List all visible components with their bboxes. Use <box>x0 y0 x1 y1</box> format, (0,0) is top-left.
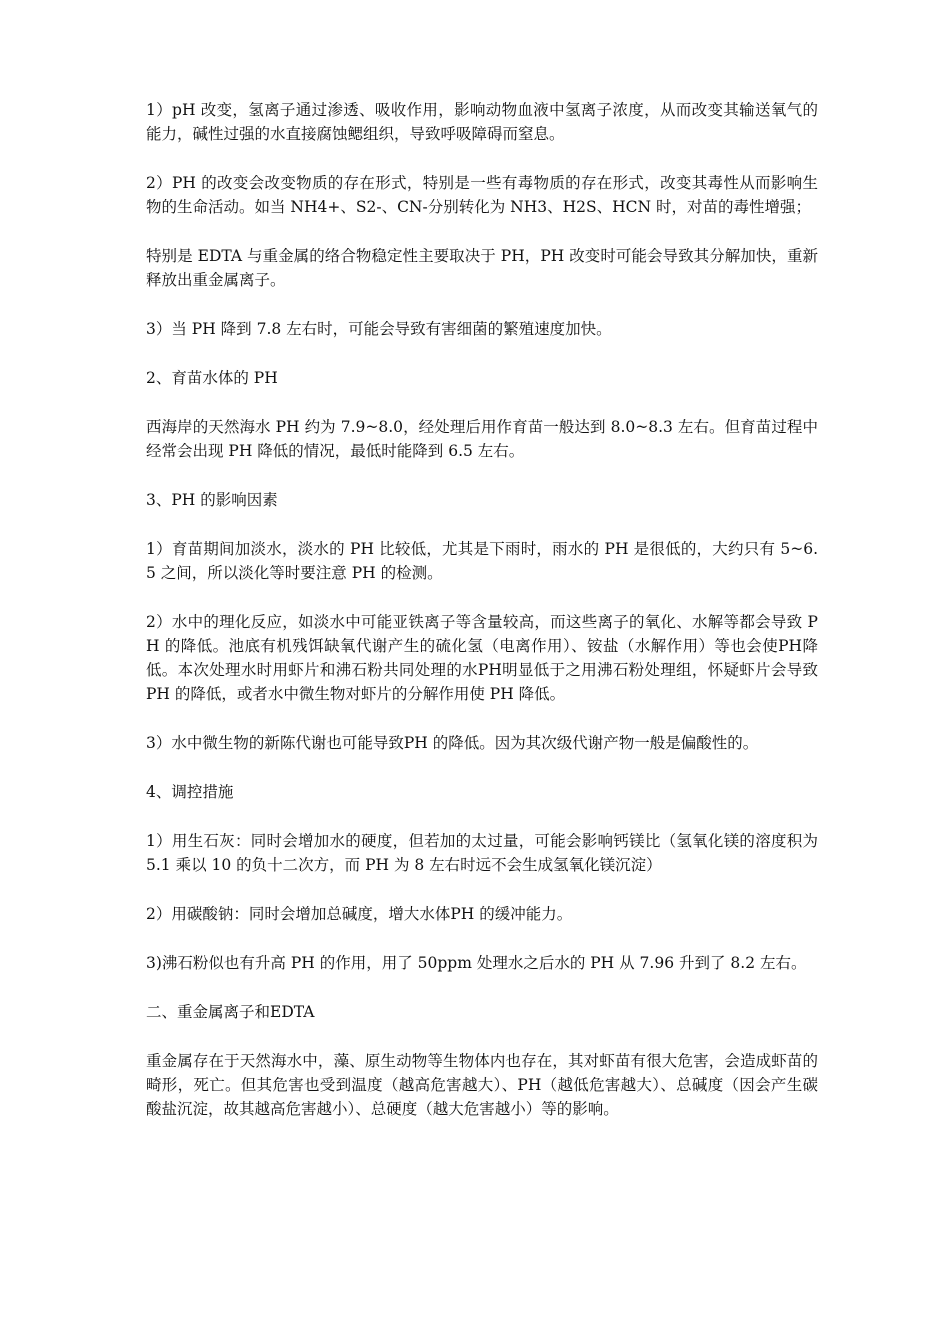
paragraph-control-quicklime: 1）用生石灰：同时会增加水的硬度，但若加的太过量，可能会影响钙镁比（氢氧化镁的溶度积为 5.1 乘以 10 的负十二次方，而 PH 为 8 左右时远不会生成氢氧化镁沉淀） <box>146 832 818 874</box>
paragraph-control-zeolite: 3)沸石粉似也有升高 PH 的作用，用了 50ppm 处理水之后水的 PH 从 7.96 升到了 8.2 左右。 <box>146 954 807 972</box>
section-heading-control-measures: 4、调控措施 <box>146 783 234 801</box>
paragraph-edta-note: 特别是 EDTA 与重金属的络合物稳定性主要取决于 PH，PH 改变时可能会导致其分解加快，重新释放出重金属离子。 <box>146 247 818 289</box>
paragraph-heavy-metals: 重金属存在于天然海水中，藻、原生动物等生物体内也存在，其对虾苗有很大危害，会造成虾苗的畸形，死亡。但其危害也受到温度（越高危害越大）、PH（越低危害越大）、总碱度（因会产生碳酸盐沉淀，故其越高危害越小）、总硬度（越大危害越小）等的影响。 <box>146 1052 818 1118</box>
paragraph-factor-chemical-reaction: 2）水中的理化反应，如淡水中可能亚铁离子等含量较高，而这些离子的氧化、水解等都会导致 PH 的降低。池底有机残饵缺氧代谢产生的硫化氢（电离作用）、铵盐（水解作用）等也会使PH降低。本次处理水时用虾片和沸石粉共同处理的水PH明显低于之用沸石粉处理组，怀疑虾片会导致 PH 的降低，或者水中微生物对虾片的分解作用使 PH 降低。 <box>146 613 818 703</box>
section-heading-heavy-metals-edta: 二、重金属离子和EDTA <box>146 1003 315 1021</box>
section-heading-nursery-water-ph: 2、育苗水体的 PH <box>146 369 278 387</box>
paragraph-factor-fresh-water: 1）育苗期间加淡水，淡水的 PH 比较低，尤其是下雨时，雨水的 PH 是很低的，大约只有 5~6.5 之间，所以淡化等时要注意 PH 的检测。 <box>146 540 818 582</box>
paragraph-ph-effect-3: 3）当 PH 降到 7.8 左右时，可能会导致有害细菌的繁殖速度加快。 <box>146 320 612 338</box>
paragraph-west-coast-seawater: 西海岸的天然海水 PH 约为 7.9~8.0，经处理后用作育苗一般达到 8.0~8.3 左右。但育苗过程中经常会出现 PH 降低的情况，最低时能降到 6.5 左右。 <box>146 418 818 460</box>
paragraph-control-sodium-carbonate: 2）用碳酸钠：同时会增加总碱度，增大水体PH 的缓冲能力。 <box>146 905 573 923</box>
section-heading-ph-factors: 3、PH 的影响因素 <box>146 491 278 509</box>
document-body <box>146 98 818 1146</box>
paragraph-factor-microbes: 3）水中微生物的新陈代谢也可能导致PH 的降低。因为其次级代谢产物一般是偏酸性的。 <box>146 734 759 752</box>
paragraph-ph-effect-2: 2）PH 的改变会改变物质的存在形式，特别是一些有毒物质的存在形式，改变其毒性从而影响生物的生命活动。如当 NH4+、S2-、CN-分别转化为 NH3、H2S、HCN 时，对苗的毒性增强； <box>146 174 818 216</box>
paragraph-ph-effect-1: 1）pH 改变，氢离子通过渗透、吸收作用，影响动物血液中氢离子浓度，从而改变其输送氧气的能力，碱性过强的水直接腐蚀鳃组织，导致呼吸障碍而窒息。 <box>146 101 818 143</box>
